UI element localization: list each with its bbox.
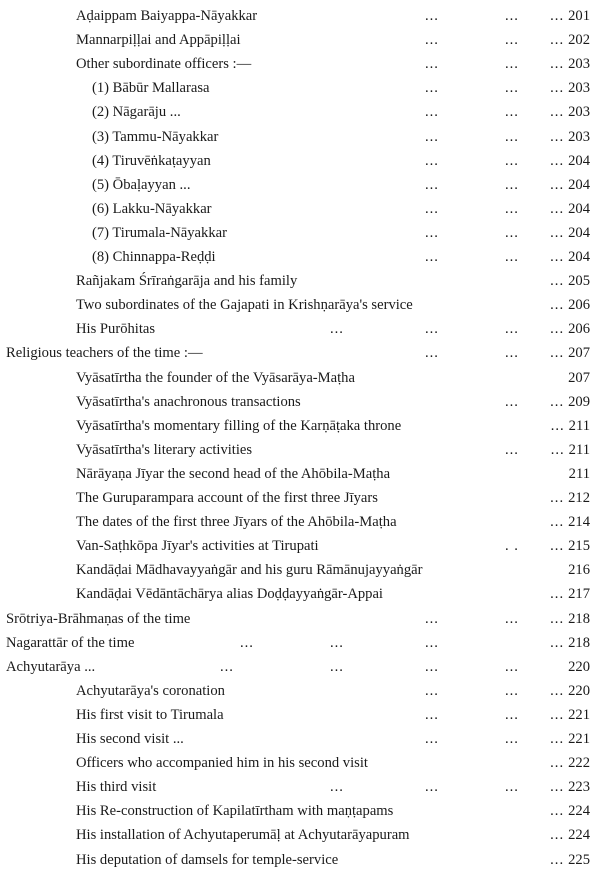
toc-page-leader: ... bbox=[550, 827, 565, 844]
toc-leader-dots: ... bbox=[505, 152, 519, 169]
toc-page-leader: ... bbox=[550, 273, 565, 290]
toc-page-value: 224 bbox=[568, 827, 590, 844]
toc-entry-title: The Guruparampara account of the first three Jīyars bbox=[76, 490, 378, 506]
toc-page-leader: ... bbox=[550, 731, 565, 747]
toc-entry bbox=[0, 221, 600, 245]
toc-page-number bbox=[550, 149, 590, 173]
toc-page-leader: ... bbox=[550, 345, 565, 362]
toc-entry bbox=[0, 76, 600, 100]
toc-leader-dots: ... bbox=[425, 104, 439, 121]
toc-page-value: 225 bbox=[568, 851, 590, 868]
toc-entry-title: His deputation of damsels for temple-service bbox=[76, 851, 339, 868]
toc-page-value: 203 bbox=[568, 56, 590, 73]
toc-leader-dots: ... bbox=[330, 779, 344, 796]
toc-page-leader: ... bbox=[550, 393, 565, 410]
toc-page-value: 214 bbox=[568, 514, 590, 531]
toc-page-number bbox=[550, 76, 590, 100]
toc-page-value: 221 bbox=[568, 731, 590, 747]
toc-entry bbox=[0, 486, 600, 510]
toc-page-value: 221 bbox=[568, 706, 590, 723]
toc-page-leader: ... bbox=[550, 104, 565, 121]
toc-entry bbox=[0, 197, 600, 221]
toc-entry bbox=[0, 414, 600, 438]
toc-page-leader: ... bbox=[550, 755, 565, 772]
toc-leader-dots: ... bbox=[505, 32, 519, 49]
toc-leader-dots: ... bbox=[425, 321, 439, 338]
toc-page-number bbox=[550, 631, 590, 655]
toc-leader-dots: . . bbox=[505, 538, 519, 555]
toc-entry-title: Nagarattār of the time bbox=[6, 634, 135, 651]
toc-leader-dots: ... bbox=[505, 706, 519, 723]
toc-leader-dots: ... bbox=[425, 706, 439, 723]
toc-entry-title: Rañjakam Śrīraṅgarāja and his family bbox=[76, 273, 298, 290]
toc-leader-dots: ... bbox=[330, 634, 344, 651]
toc-page-leader: ... bbox=[550, 200, 565, 217]
toc-entry bbox=[0, 751, 600, 775]
toc-entry-title: (7) Tirumala-Nāyakkar bbox=[92, 224, 227, 241]
toc-leader-dots: ... bbox=[505, 779, 519, 796]
toc-leader-dots: ... bbox=[505, 8, 519, 24]
toc-leader-dots: ... bbox=[505, 104, 519, 121]
toc-entry bbox=[0, 28, 600, 52]
toc-entry-title: Mannarpiḷḷai and Appāpiḷḷai bbox=[76, 32, 241, 49]
toc-page-number bbox=[550, 703, 590, 727]
toc-leader-dots: ... bbox=[240, 634, 254, 651]
toc-entry-title: Vyāsatīrtha's anachronous transactions bbox=[76, 393, 301, 410]
toc-leader-dots: ... bbox=[425, 80, 439, 97]
toc-page-value: 211 bbox=[568, 441, 590, 458]
toc-leader-dots: ... bbox=[505, 658, 519, 675]
toc-leader-dots: ... bbox=[505, 441, 519, 458]
toc-page-number bbox=[551, 438, 590, 462]
toc-entry bbox=[0, 510, 600, 534]
toc-entry-title: His installation of Achyutaperumāḷ at Achyutarāyapuram bbox=[76, 827, 410, 844]
toc-leader-dots: ... bbox=[505, 682, 519, 699]
toc-leader-dots: ... bbox=[425, 634, 439, 651]
toc-page-number bbox=[550, 486, 590, 510]
toc-leader-dots: ... bbox=[425, 152, 439, 169]
toc-entry bbox=[0, 775, 600, 799]
toc-entry bbox=[0, 727, 600, 751]
toc-entry-title: Kandāḍai Vēdāntāchārya alias Doḍḍayyaṅgār-Appai bbox=[76, 586, 383, 603]
toc-leader-dots: ... bbox=[330, 658, 344, 675]
toc-page-number bbox=[564, 366, 590, 390]
toc-entry bbox=[0, 317, 600, 341]
toc-page-leader: ... bbox=[550, 249, 565, 265]
toc-page-leader: ... bbox=[550, 610, 565, 627]
toc-entry-title: Van-Saṭhkōpa Jīyar's activities at Tirupati bbox=[76, 538, 319, 555]
toc-entry-title: (1) Bābūr Mallarasa bbox=[92, 80, 210, 97]
toc-page-number bbox=[550, 125, 590, 149]
toc-page-leader: ... bbox=[550, 706, 565, 723]
toc-entry bbox=[0, 245, 600, 269]
toc-page-number bbox=[550, 269, 590, 293]
toc-leader-dots: ... bbox=[425, 8, 439, 24]
toc-leader-dots: ... bbox=[505, 200, 519, 217]
toc-page-leader: ... bbox=[550, 224, 565, 241]
toc-entry bbox=[0, 631, 600, 655]
toc-entry-title: Achyutarāya ... bbox=[6, 658, 96, 675]
toc-page-value: 209 bbox=[568, 393, 590, 410]
toc-entry bbox=[0, 100, 600, 124]
toc-page-value: 206 bbox=[568, 297, 590, 314]
toc-leader-dots: ... bbox=[505, 610, 519, 627]
toc-page-leader: ... bbox=[550, 80, 565, 97]
toc-page-value: 224 bbox=[568, 803, 590, 820]
toc-page-value: 207 bbox=[568, 369, 590, 386]
toc-leader-dots: ... bbox=[505, 249, 519, 265]
toc-leader-dots: ... bbox=[425, 249, 439, 265]
toc-page-leader: ... bbox=[550, 441, 565, 458]
toc-entry bbox=[0, 607, 600, 631]
toc-page-number bbox=[550, 28, 590, 52]
toc-entry bbox=[0, 655, 600, 679]
toc-page-number bbox=[550, 510, 590, 534]
toc-entry bbox=[0, 679, 600, 703]
toc-leader-dots: ... bbox=[425, 176, 439, 193]
toc-entry-title: Nārāyaṇa Jīyar the second head of the Ahōbila-Maṭha bbox=[76, 465, 391, 482]
toc-page-value: 220 bbox=[568, 682, 590, 699]
toc-page-value: 212 bbox=[568, 490, 590, 506]
toc-leader-dots: ... bbox=[505, 56, 519, 73]
toc-entry-title: Vyāsatīrtha the founder of the Vyāsarāya-Maṭha bbox=[76, 369, 355, 386]
toc-page-value: 218 bbox=[568, 610, 590, 627]
toc-entry-title: Other subordinate officers :— bbox=[76, 56, 252, 73]
toc-page-number bbox=[550, 607, 590, 631]
toc-page-leader: ... bbox=[550, 152, 565, 169]
toc-page-value: 201 bbox=[568, 8, 590, 24]
toc-page-number bbox=[565, 462, 590, 486]
toc-page-leader: ... bbox=[550, 417, 565, 434]
toc-page-value: 211 bbox=[568, 465, 590, 482]
toc-leader-dots: ... bbox=[425, 682, 439, 699]
toc-page-leader: ... bbox=[550, 32, 565, 49]
toc-entry-title: His first visit to Tirumala bbox=[76, 706, 224, 723]
toc-leader-dots: ... bbox=[505, 80, 519, 97]
toc-page-value: 216 bbox=[568, 562, 590, 579]
toc-entry bbox=[0, 558, 600, 582]
toc-leader-dots: ... bbox=[425, 610, 439, 627]
toc-page-value: 204 bbox=[568, 200, 590, 217]
toc-entry-title: Officers who accompanied him in his second visit bbox=[76, 755, 368, 772]
toc-leader-dots: ... bbox=[505, 176, 519, 193]
toc-page-leader: ... bbox=[550, 490, 565, 506]
toc-entry bbox=[0, 823, 600, 847]
toc-entry bbox=[0, 149, 600, 173]
toc-page-leader: ... bbox=[550, 803, 565, 820]
toc-entry-title: His Purōhitas bbox=[76, 321, 156, 338]
toc-entry-title: Kandāḍai Mādhavayyaṅgār and his guru Rāmānujayyaṅgār bbox=[76, 562, 423, 579]
toc-page-number bbox=[550, 775, 590, 799]
toc-entry-title: Two subordinates of the Gajapati in Krishṇarāya's service bbox=[76, 297, 413, 314]
toc-page-value: 203 bbox=[568, 80, 590, 97]
toc-page-number bbox=[550, 221, 590, 245]
toc-entry-title: Vyāsatīrtha's literary activities bbox=[76, 441, 253, 458]
toc-leader-dots: ... bbox=[220, 658, 234, 675]
toc-entry-title: His third visit bbox=[76, 779, 157, 796]
toc-page-leader: ... bbox=[550, 321, 565, 338]
toc-page-number bbox=[550, 4, 590, 28]
toc-entry bbox=[0, 269, 600, 293]
toc-entry bbox=[0, 582, 600, 606]
toc-leader-dots: ... bbox=[505, 345, 519, 362]
toc-page-leader: ... bbox=[550, 682, 565, 699]
toc-page-number bbox=[550, 534, 590, 558]
toc-leader-dots: ... bbox=[505, 731, 519, 747]
toc-page-leader: ... bbox=[550, 538, 565, 555]
toc-page-leader: ... bbox=[550, 176, 565, 193]
toc-entry-title: The dates of the first three Jīyars of the Ahōbila-Maṭha bbox=[76, 514, 397, 531]
toc-page-number bbox=[550, 823, 590, 847]
toc-page-number bbox=[550, 293, 590, 317]
toc-page-leader: ... bbox=[550, 128, 565, 145]
toc-page-value: 204 bbox=[568, 176, 590, 193]
toc-page-number bbox=[550, 679, 590, 703]
toc-leader-dots: ... bbox=[425, 56, 439, 73]
toc-page-value: 217 bbox=[568, 586, 590, 603]
toc-entry-title: Vyāsatīrtha's momentary filling of the Karṇāṭaka throne bbox=[76, 417, 402, 434]
toc-entry bbox=[0, 4, 600, 28]
toc-entry bbox=[0, 366, 600, 390]
toc-entry-title: (6) Lakku-Nāyakkar bbox=[92, 200, 212, 217]
toc-page-number bbox=[551, 414, 590, 438]
toc-entry bbox=[0, 341, 600, 365]
toc-page-number bbox=[564, 655, 590, 679]
toc-entry bbox=[0, 52, 600, 76]
toc-page-number bbox=[550, 100, 590, 124]
toc-entry bbox=[0, 848, 600, 872]
toc-page-number bbox=[550, 582, 590, 606]
toc-page-number bbox=[550, 727, 590, 751]
toc-entry bbox=[0, 173, 600, 197]
toc-leader-dots: ... bbox=[505, 224, 519, 241]
toc-entry-title: (2) Nāgarāju ... bbox=[92, 104, 181, 121]
toc-entry bbox=[0, 462, 600, 486]
toc-leader-dots: ... bbox=[425, 345, 439, 362]
toc-page-leader: ... bbox=[550, 779, 565, 796]
toc-entry bbox=[0, 703, 600, 727]
toc-page-value: 218 bbox=[568, 634, 590, 651]
toc-page-value: 222 bbox=[568, 755, 590, 772]
toc-page-leader: ... bbox=[550, 586, 565, 603]
toc-page-value: 207 bbox=[568, 345, 590, 362]
toc-entry-title: Srōtriya-Brāhmaṇas of the time bbox=[6, 610, 191, 627]
toc-entry-title: His Re-construction of Kapilatīrtham with maṇṭapams bbox=[76, 803, 394, 820]
toc-page-value: 203 bbox=[568, 104, 590, 121]
toc-entry-title: Religious teachers of the time :— bbox=[6, 345, 203, 362]
toc-page-number bbox=[550, 799, 590, 823]
toc-page-value: 204 bbox=[568, 249, 590, 265]
toc-page-value: 220 bbox=[568, 658, 590, 675]
toc-page-number bbox=[564, 558, 590, 582]
toc-entry bbox=[0, 293, 600, 317]
toc-page-leader: ... bbox=[550, 634, 565, 651]
toc-entry bbox=[0, 438, 600, 462]
toc-leader-dots: ... bbox=[505, 321, 519, 338]
toc-page-value: 204 bbox=[568, 152, 590, 169]
toc-page-value: 223 bbox=[568, 779, 590, 796]
toc-page-value: 211 bbox=[568, 417, 590, 434]
toc-entry bbox=[0, 125, 600, 149]
toc-entry-title: Achyutarāya's coronation bbox=[76, 682, 225, 699]
toc-entry-title: (4) Tiruvēṅkaṭayyan bbox=[92, 152, 211, 169]
toc-page-value: 203 bbox=[568, 128, 590, 145]
toc-page-value: 215 bbox=[568, 538, 590, 555]
toc-leader-dots: ... bbox=[425, 200, 439, 217]
toc-entry-title: (5) Ōbaḷayyan ... bbox=[92, 176, 191, 193]
toc-page-number bbox=[550, 173, 590, 197]
toc-leader-dots: ... bbox=[425, 224, 439, 241]
toc-entry bbox=[0, 390, 600, 414]
toc-entry-title: His second visit ... bbox=[76, 731, 184, 747]
toc-entry-title: (8) Chinnappa-Reḍḍi bbox=[92, 249, 216, 265]
toc-leader-dots: ... bbox=[505, 393, 519, 410]
toc-entry-title: (3) Tammu-Nāyakkar bbox=[92, 128, 219, 145]
toc-page-number bbox=[550, 197, 590, 221]
toc-entry bbox=[0, 534, 600, 558]
toc-page-number bbox=[550, 52, 590, 76]
toc-page-leader: ... bbox=[550, 56, 565, 73]
toc-page-number bbox=[550, 317, 590, 341]
toc-page-leader: ... bbox=[550, 8, 565, 24]
toc-page-leader: ... bbox=[550, 851, 565, 868]
toc-page-number bbox=[550, 390, 590, 414]
toc-leader-dots: ... bbox=[425, 658, 439, 675]
toc-page-value: 202 bbox=[568, 32, 590, 49]
toc-leader-dots: ... bbox=[425, 32, 439, 49]
toc-leader-dots: ... bbox=[425, 731, 439, 747]
toc-page-value: 206 bbox=[568, 321, 590, 338]
toc-leader-dots: ... bbox=[330, 321, 344, 338]
toc-leader-dots: ... bbox=[425, 779, 439, 796]
toc-page-number bbox=[550, 848, 590, 872]
toc-leader-dots: ... bbox=[505, 128, 519, 145]
toc-page-leader: ... bbox=[550, 514, 565, 531]
toc-page-leader: ... bbox=[550, 297, 565, 314]
toc-page-number bbox=[550, 341, 590, 365]
toc-entry-title: Aḍaippam Baiyappa-Nāyakkar bbox=[76, 8, 258, 24]
toc-page-value: 204 bbox=[568, 224, 590, 241]
toc-page-value: 205 bbox=[568, 273, 590, 290]
toc-leader-dots: ... bbox=[425, 128, 439, 145]
toc-page-number bbox=[550, 751, 590, 775]
toc-entry bbox=[0, 799, 600, 823]
toc-page-number bbox=[550, 245, 590, 269]
